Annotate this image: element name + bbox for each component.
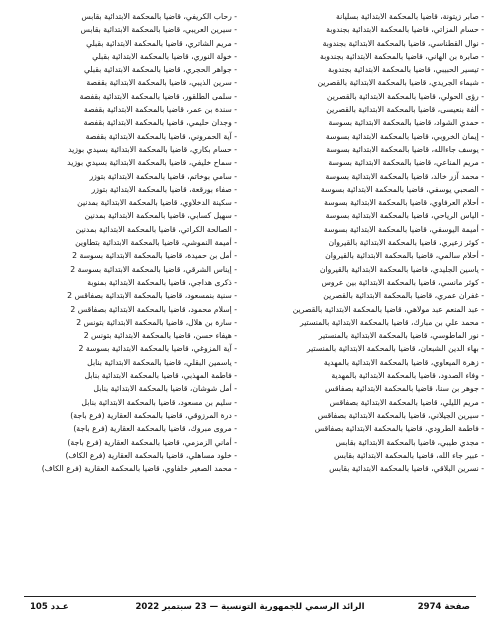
right-column bbox=[256, 10, 484, 475]
list-item: - محمد الصغير خلفاوي، قاضيا بالمحكمة العقارية (فرع الكاف) bbox=[12, 462, 237, 475]
list-item: - آية المزوغي، قاضيا بالمحكمة الابتدائية بسوسة 2 bbox=[12, 342, 237, 355]
list-item: - إيناس الشرقي، قاضيا بالمحكمة الابتدائية بسوسة 2 bbox=[12, 263, 237, 276]
list-item: - أماني الزمزمي، قاضيا بالمحكمة العقارية (فرع باجة) bbox=[12, 436, 237, 449]
list-item: - الياس الرياحي، قاضيا بالمحكمة الابتدائية بسوسة bbox=[256, 209, 484, 222]
list-item: - خلود مساهلي، قاضيا بالمحكمة العقارية (فرع الكاف) bbox=[12, 449, 237, 462]
list-item: - سرين الذيبي، قاضيا بالمحكمة الابتدائية بقفصة bbox=[12, 76, 237, 89]
list-item: - سليم بن مسعود، قاضيا بالمحكمة الابتدائية بنابل bbox=[12, 396, 237, 409]
list-item: - سلمى الطلقور، قاضيا بالمحكمة الابتدائية بقفصة bbox=[12, 90, 237, 103]
page-number: صفحة 2974 bbox=[417, 602, 470, 612]
footer-divider bbox=[24, 596, 476, 597]
list-item: - أمل شوشان، قاضيا بالمحكمة الابتدائية بنابل bbox=[12, 382, 237, 395]
list-item: - وجدان حليمي، قاضيا بالمحكمة الابتدائية بقفصة bbox=[12, 116, 237, 129]
list-item: - تيسير الحبيبي، قاضيا بالمحكمة الابتدائية بجندوبة bbox=[256, 63, 484, 76]
list-item: - خولة النوري، قاضيا بالمحكمة الابتدائية بقبلي bbox=[12, 50, 237, 63]
list-item: - عبير جاء الله، قاضيا بالمحكمة الابتدائية بقابس bbox=[256, 449, 484, 462]
list-item: - محمد آزر خالد، قاضيا بالمحكمة الابتدائية بسوسة bbox=[256, 170, 484, 183]
list-item: - أحلام العرفاوي، قاضيا بالمحكمة الابتدائية بسوسة bbox=[256, 196, 484, 209]
list-item: - جوهر بن سنا، قاضيا بالمحكمة الابتدائية بصفاقس bbox=[256, 382, 484, 395]
list-item: - مريم الشاتري، قاضيا بالمحكمة الابتدائية بقبلي bbox=[12, 37, 237, 50]
list-item: - درة المرزوقي، قاضيا بالمحكمة العقارية (فرع باجة) bbox=[12, 409, 237, 422]
list-item: - مريم الليلي، قاضيا بالمحكمة الابتدائية بصفاقس bbox=[256, 396, 484, 409]
list-item: - فاطمة الطرودي، قاضيا بالمحكمة الابتدائية بصفاقس bbox=[256, 422, 484, 435]
list-item: - يوسف جاءالله، قاضيا بالمحكمة الابتدائية بسوسة bbox=[256, 143, 484, 156]
list-item: - مريم المناعي، قاضيا بالمحكمة الابتدائية بسوسة bbox=[256, 156, 484, 169]
list-item: - سارة بن هلال، قاضيا بالمحكمة الابتدائية بتونس 2 bbox=[12, 316, 237, 329]
list-item: - ياسمين البقلي، قاضيا بالمحكمة الابتدائية بنابل bbox=[12, 356, 237, 369]
list-item: - صابر زيتونة، قاضيا بالمحكمة الابتدائية بسليانة bbox=[256, 10, 484, 23]
list-item: - سنية بنمسعود، قاضيا بالمحكمة الابتدائية بصفاقس 2 bbox=[12, 289, 237, 302]
list-item: - ألفة بنعيسى، قاضيا بالمحكمة الابتدائية بالقصرين bbox=[256, 103, 484, 116]
list-item: - إسلام محمود، قاضيا بالمحكمة الابتدائية بصفاقس 2 bbox=[12, 303, 237, 316]
list-item: - عبد المنعم عبد مولاهي، قاضيا بالمحكمة الابتدائية بالقصرين bbox=[256, 303, 484, 316]
list-item: - حسام المزاتي، قاضيا بالمحكمة الابتدائية بجندوبة bbox=[256, 23, 484, 36]
list-item: - صابرة بن الهاني، قاضيا بالمحكمة الابتدائية بجندوبة bbox=[256, 50, 484, 63]
list-item: - رحاب الكريفي، قاضيا بالمحكمة الابتدائية بقابس bbox=[12, 10, 237, 23]
list-item: - رؤى الحولي، قاضيا بالمحكمة الابتدائية بالقصرين bbox=[256, 90, 484, 103]
list-item: - الصالحة الكراتي، قاضيا بالمحكمة الابتدائية بمدنين bbox=[12, 223, 237, 236]
list-item: - سامي بوخاتم، قاضيا بالمحكمة الابتدائية بتوزر bbox=[12, 170, 237, 183]
list-item: - زهرة الميعاوي، قاضيا بالمحكمة الابتدائية بالمهدية bbox=[256, 356, 484, 369]
list-item: - فاطمة المهذبي، قاضيا بالمحكمة الابتدائية بنابل bbox=[12, 369, 237, 382]
list-item: - أميمة اليوسفي، قاضيا بالمحكمة الابتدائية بسوسة bbox=[256, 223, 484, 236]
list-item: - ذكرى هداجي، قاضيا بالمحكمة الابتدائية بمنوبة bbox=[12, 276, 237, 289]
list-item: - سيرين الجيلاني، قاضيا بالمحكمة الابتدائية بصفاقس bbox=[256, 409, 484, 422]
list-item: - غفران عمري، قاضيا بالمحكمة الابتدائية بالقصرين bbox=[256, 289, 484, 302]
list-item: - آية الحمروني، قاضيا بالمحكمة الابتدائية بقفصة bbox=[12, 130, 237, 143]
list-item: - نوال القطناسي، قاضيا بالمحكمة الابتدائية بجندوبة bbox=[256, 37, 484, 50]
issue-number: عـدد 105 bbox=[30, 602, 69, 612]
list-item: - شيماء الجريدي، قاضيا بالمحكمة الابتدائية بالقصرين bbox=[256, 76, 484, 89]
list-item: - حمدي الشواد، قاضيا بالمحكمة الابتدائية بسوسة bbox=[256, 116, 484, 129]
list-item: - الصحبي يوسفي، قاضيا بالمحكمة الابتدائية بسوسة bbox=[256, 183, 484, 196]
list-item: - سكينة الدخلاوي، قاضيا بالمحكمة الابتدائية بمدنين bbox=[12, 196, 237, 209]
list-item: - سهيل كسابي، قاضيا بالمحكمة الابتدائية بمدنين bbox=[12, 209, 237, 222]
list-item: - صفاء بورقعة، قاضيا بالمحكمة الابتدائية بتوزر bbox=[12, 183, 237, 196]
list-item: - مروى مبروك، قاضيا بالمحكمة العقارية (فرع باجة) bbox=[12, 422, 237, 435]
list-item: - هيفاء حسن، قاضيا بالمحكمة الابتدائية بتونس 2 bbox=[12, 329, 237, 342]
list-item: - أحلام سالمي، قاضيا بالمحكمة الابتدائية بالقيروان bbox=[256, 249, 484, 262]
list-item: - مجدي طيبي، قاضيا بالمحكمة الابتدائية بقابس bbox=[256, 436, 484, 449]
list-item: - أميمة النموشي، قاضيا بالمحكمة الابتدائية بتطاوين bbox=[12, 236, 237, 249]
list-item: - أمل بن حميدة، قاضيا بالمحكمة الابتدائية بسوسة 2 bbox=[12, 249, 237, 262]
page-footer bbox=[30, 600, 470, 616]
list-item: - وفاء الصدود، قاضيا بالمحكمة الابتدائية بالمهدية bbox=[256, 369, 484, 382]
list-item: - جواهر الحجري، قاضيا بالمحكمة الابتدائية بقبلي bbox=[12, 63, 237, 76]
list-item: - كوثر زعيري، قاضيا بالمحكمة الابتدائية بالقيروان bbox=[256, 236, 484, 249]
list-item: - نسرين البلاقي، قاضيا بالمحكمة الابتدائية بقابس bbox=[256, 462, 484, 475]
list-item: - سماح خليفي، قاضيا بالمحكمة الابتدائية بسيدي بوزيد bbox=[12, 156, 237, 169]
list-item: - ياسين الجليدي، قاضيا بالمحكمة الابتدائية بالقيروان bbox=[256, 263, 484, 276]
list-item: - كوثر مانسي، قاضيا بالمحكمة الابتدائية بين عروس bbox=[256, 276, 484, 289]
list-item: - سيرين العريبي، قاضيا بالمحكمة الابتدائية بقابس bbox=[12, 23, 237, 36]
list-item: - نور الماطوسي، قاضيا بالمحكمة الابتدائية بالمنستير bbox=[256, 329, 484, 342]
list-item: - بهاء الدين الشبعان، قاضيا بالمحكمة الابتدائية بالمنستير bbox=[256, 342, 484, 355]
list-item: - محمد علي بن مبارك، قاضيا بالمحكمة الابتدائية بالمنستير bbox=[256, 316, 484, 329]
left-column bbox=[12, 10, 237, 475]
list-item: - سندة بن عمر، قاضيا بالمحكمة الابتدائية بقفصة bbox=[12, 103, 237, 116]
gazette-title-date: الرائد الرسمي للجمهورية التونسية — 23 سبتمبر 2022 bbox=[135, 602, 365, 612]
list-item: - إيمان الخروبي، قاضيا بالمحكمة الابتدائية بسوسة bbox=[256, 130, 484, 143]
list-item: - حسام بكاري، قاضيا بالمحكمة الابتدائية بسيدي بوزيد bbox=[12, 143, 237, 156]
